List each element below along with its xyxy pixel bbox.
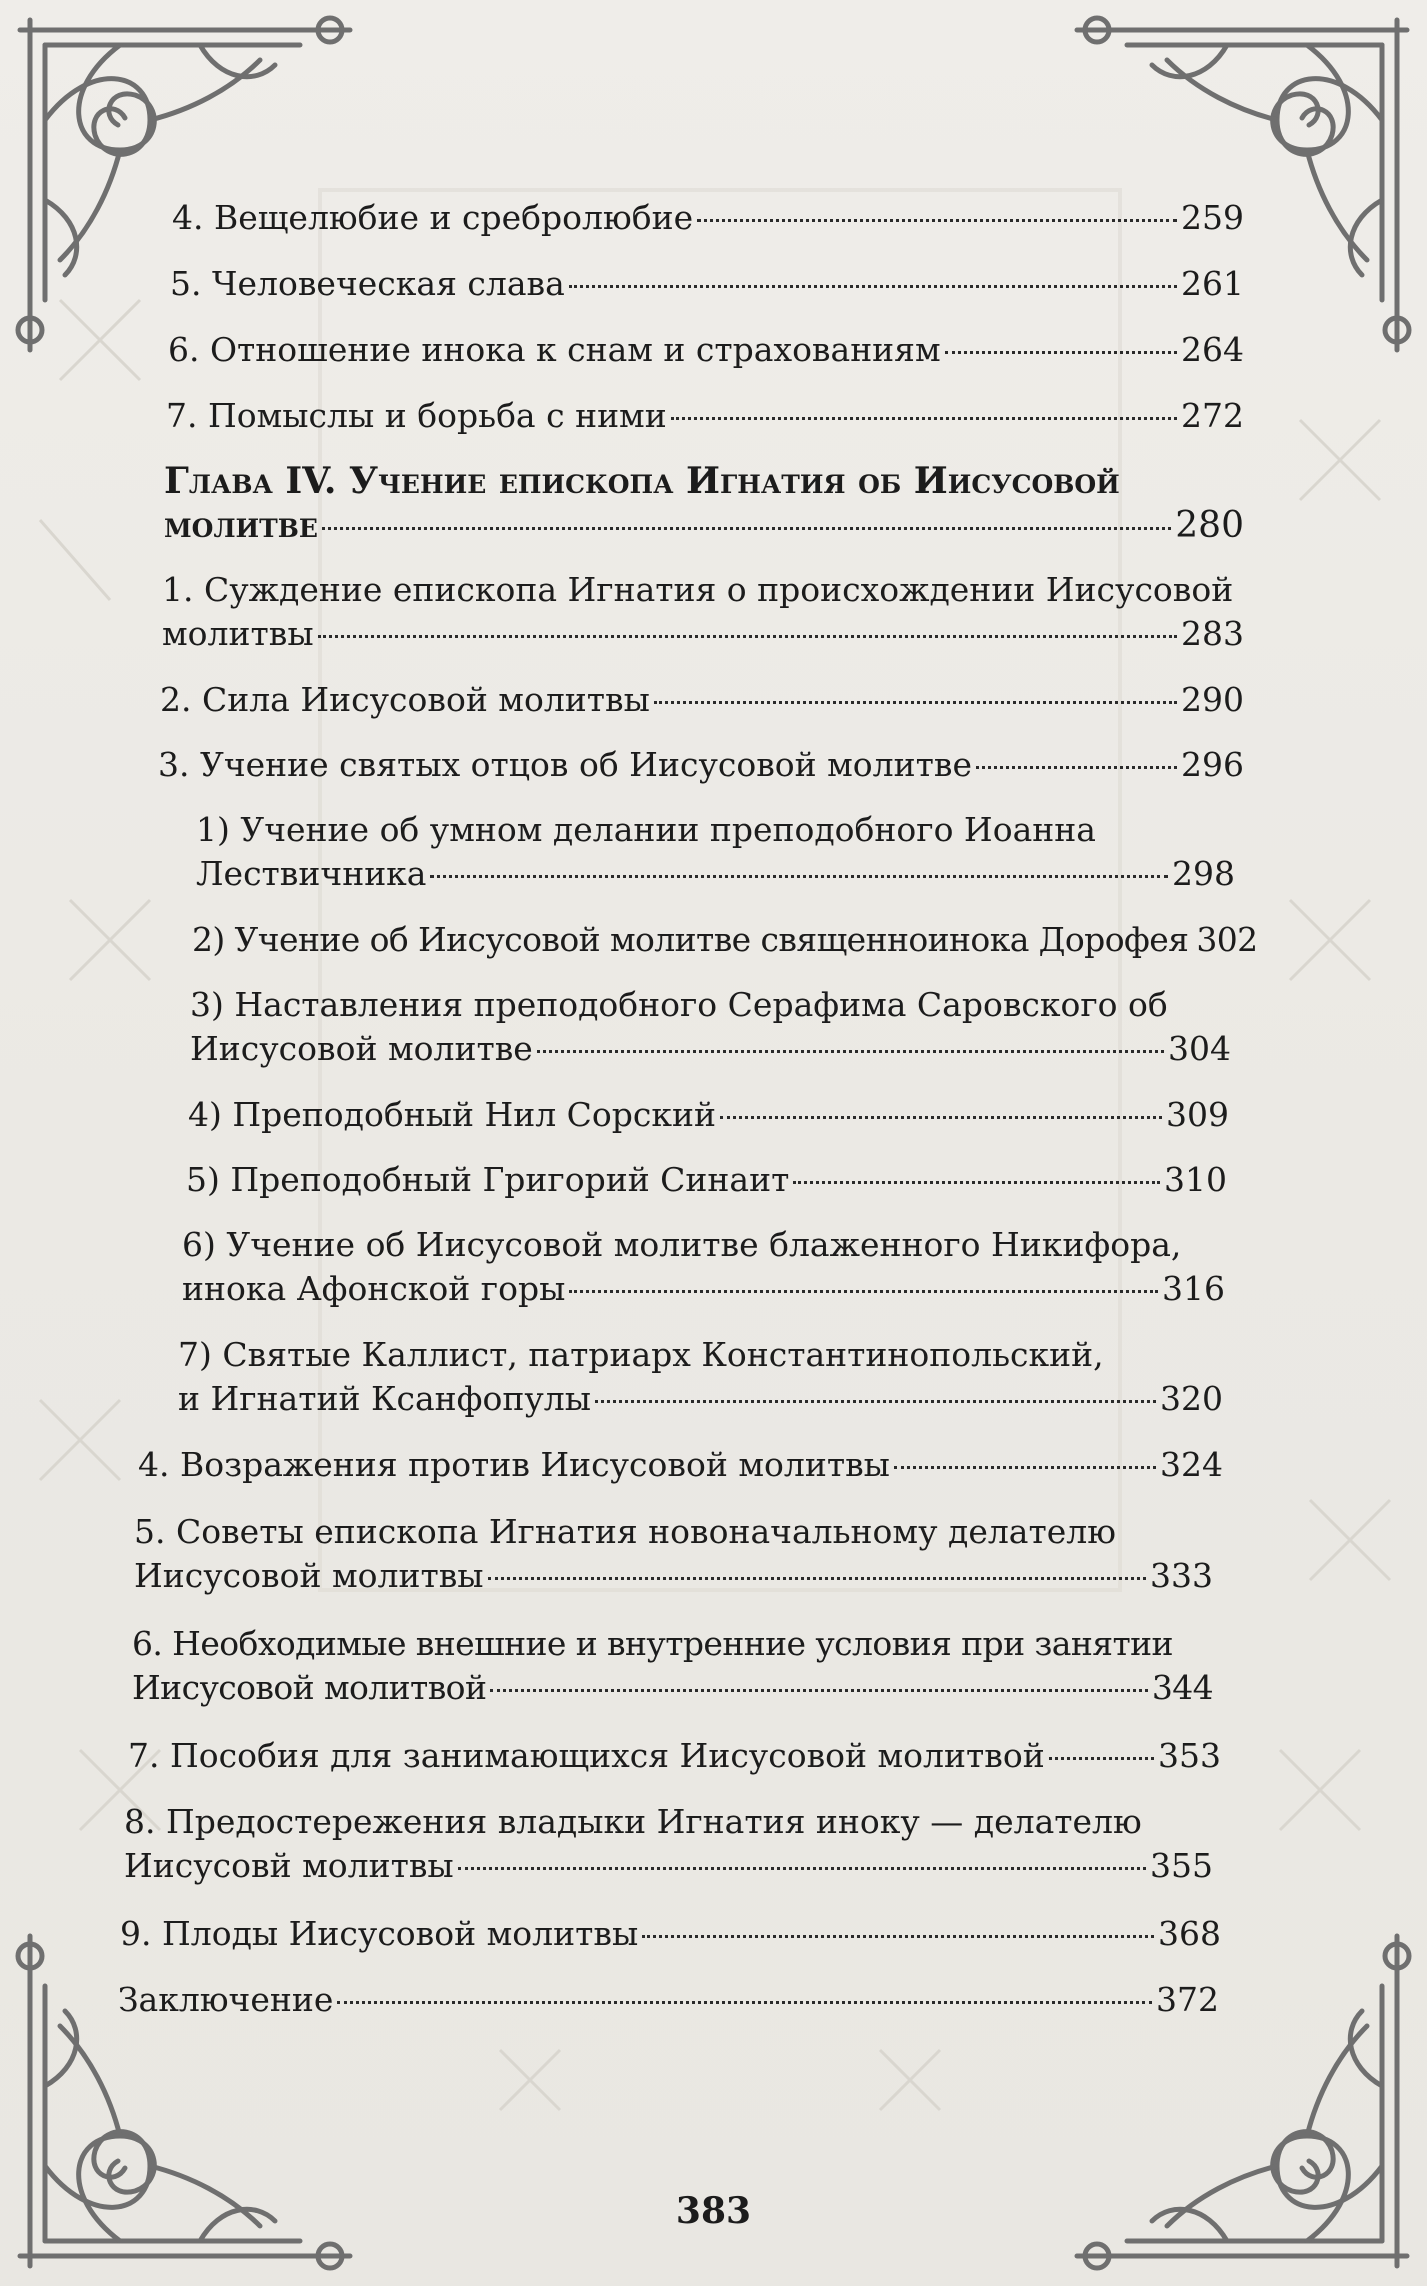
dot-leader bbox=[720, 1116, 1162, 1119]
dot-leader bbox=[671, 417, 1177, 420]
toc-entry-page: 310 bbox=[1164, 1160, 1227, 1199]
toc-entry-title: Иисусовй молитвы bbox=[124, 1846, 454, 1885]
toc-chapter-entry bbox=[164, 459, 1244, 548]
toc-entry-title-line1: 1) Учение об умном делании преподобного Иоанна bbox=[196, 810, 1096, 849]
toc-entry bbox=[128, 1734, 1221, 1778]
toc-subentry bbox=[178, 1333, 1223, 1421]
toc-entry-title: и Игнатий Ксанфопулы bbox=[178, 1379, 591, 1418]
toc-entry-title: 5. Человеческая слава bbox=[170, 264, 565, 303]
toc-entry-page: 316 bbox=[1162, 1269, 1225, 1308]
toc-entry-title: 5) Преподобный Григорий Синаит bbox=[186, 1160, 790, 1199]
toc-entry-title: молитве bbox=[164, 504, 318, 546]
toc-entry-title: Иисусовой молитвы bbox=[134, 1556, 484, 1595]
toc-entry-title: 4. Возражения против Иисусовой молитвы bbox=[138, 1445, 890, 1484]
toc-entry-page: 264 bbox=[1181, 330, 1244, 369]
toc-entry-title: инока Афонской горы bbox=[182, 1269, 566, 1308]
toc-entry-page: 280 bbox=[1175, 505, 1244, 546]
dot-leader bbox=[654, 701, 1177, 704]
dot-leader bbox=[569, 285, 1177, 288]
toc-entry-page: 368 bbox=[1158, 1914, 1221, 1953]
toc-subentry bbox=[192, 918, 1258, 962]
toc-entry-page: 261 bbox=[1181, 264, 1244, 303]
toc-entry-page: 304 bbox=[1168, 1029, 1231, 1068]
toc-entry-title: 4) Преподобный Нил Сорский bbox=[188, 1095, 717, 1134]
toc-entry bbox=[124, 1800, 1213, 1888]
dot-leader bbox=[697, 219, 1177, 222]
toc-entry-title: 9. Плоды Иисусовой молитвы bbox=[120, 1914, 639, 1953]
toc-entry bbox=[120, 1912, 1221, 1956]
toc-entry bbox=[118, 1978, 1219, 2022]
toc-subentry bbox=[186, 1158, 1227, 1202]
toc-entry-title-line1: Глава IV. Учение епископа Игнатия об Иисусовой bbox=[164, 460, 1120, 502]
toc-entry-title: 6. Отношение инока к снам и страхованиям bbox=[168, 330, 941, 369]
toc-entry bbox=[166, 394, 1244, 438]
dot-leader bbox=[458, 1867, 1146, 1870]
toc-entry-title: Иисусовой молитвой bbox=[132, 1668, 487, 1707]
toc-entry-title: 3. Учение святых отцов об Иисусовой молитве bbox=[158, 745, 972, 784]
toc-entry-title: молитвы bbox=[162, 614, 314, 653]
toc-entry-page: 324 bbox=[1160, 1445, 1223, 1484]
dot-leader bbox=[430, 875, 1168, 878]
toc-entry-page: 298 bbox=[1172, 854, 1235, 893]
dot-leader bbox=[793, 1181, 1160, 1184]
toc-subentry bbox=[188, 1093, 1229, 1137]
toc-entry-title: Лествичника bbox=[196, 854, 427, 893]
toc-subentry bbox=[190, 983, 1231, 1071]
toc-entry-title-line1: 6) Учение об Иисусовой молитве блаженного Никифора, bbox=[182, 1225, 1182, 1264]
toc-entry-page: 283 bbox=[1181, 614, 1244, 653]
toc-entry bbox=[172, 196, 1244, 240]
toc-entry-title-line1: 8. Предостережения владыки Игнатия иноку — делателю bbox=[124, 1802, 1142, 1841]
dot-leader bbox=[337, 2001, 1152, 2004]
toc-entry bbox=[168, 328, 1244, 372]
toc-entry-page: 302 bbox=[1196, 920, 1258, 959]
toc-entry-title-line1: 6. Необходимые внешние и внутренние условия при занятии bbox=[132, 1624, 1173, 1663]
dot-leader bbox=[1049, 1757, 1154, 1760]
dot-leader bbox=[569, 1290, 1158, 1293]
toc-entry-title: 2. Сила Иисусовой молитвы bbox=[160, 680, 650, 719]
dot-leader bbox=[976, 766, 1177, 769]
toc-entry-page: 290 bbox=[1181, 680, 1244, 719]
toc-entry bbox=[170, 262, 1244, 306]
toc-entry-title: Заключение bbox=[118, 1980, 334, 2019]
toc-entry-title: 7. Помыслы и борьба с ними bbox=[166, 396, 667, 435]
toc-entry-page: 353 bbox=[1158, 1736, 1221, 1775]
dot-leader bbox=[490, 1689, 1147, 1692]
toc-entry-title-line1: 3) Наставления преподобного Серафима Саровского об bbox=[190, 985, 1168, 1024]
toc-entry-page: 333 bbox=[1150, 1556, 1213, 1595]
toc-entry-page: 344 bbox=[1151, 1668, 1213, 1707]
toc-subentry bbox=[196, 808, 1235, 896]
dot-leader bbox=[945, 351, 1177, 354]
toc-entry-page: 320 bbox=[1160, 1379, 1223, 1418]
dot-leader bbox=[595, 1400, 1156, 1403]
toc-entry-page: 309 bbox=[1166, 1095, 1229, 1134]
toc-entry bbox=[138, 1443, 1223, 1487]
toc-entry-title: 4. Вещелюбие и сребролюбие bbox=[172, 198, 694, 237]
dot-leader bbox=[642, 1935, 1154, 1938]
toc-entry-page: 355 bbox=[1150, 1846, 1213, 1885]
dot-leader bbox=[322, 527, 1171, 530]
toc-entry-title-line1: 1. Суждение епископа Игнатия о происхождении Иисусовой bbox=[162, 570, 1234, 609]
toc-entry-page: 259 bbox=[1181, 198, 1244, 237]
toc-entry-page: 272 bbox=[1181, 396, 1244, 435]
dot-leader bbox=[318, 635, 1177, 638]
toc-entry-title-line1: 7) Святые Каллист, патриарх Константинопольский, bbox=[178, 1335, 1104, 1374]
toc-entry-page: 372 bbox=[1156, 1980, 1219, 2019]
toc-entry-title: 7. Пособия для занимающихся Иисусовой молитвой bbox=[128, 1736, 1045, 1775]
toc-entry-title: Иисусовой молитве bbox=[190, 1029, 533, 1068]
toc-entry bbox=[132, 1622, 1213, 1710]
toc-subentry bbox=[182, 1223, 1225, 1311]
dot-leader bbox=[537, 1050, 1164, 1053]
toc-entry-title: 2) Учение об Иисусовой молитве священноинока Дорофея bbox=[192, 920, 1189, 959]
toc-entry-title-line1: 5. Советы епископа Игнатия новоначальному делателю bbox=[134, 1512, 1116, 1551]
dot-leader bbox=[488, 1577, 1146, 1580]
toc-entry-page: 296 bbox=[1181, 745, 1244, 784]
toc-entry bbox=[134, 1510, 1213, 1598]
toc-entry bbox=[158, 743, 1244, 787]
dot-leader bbox=[894, 1466, 1156, 1469]
toc-entry bbox=[160, 678, 1244, 722]
toc-entry bbox=[162, 568, 1244, 656]
page-number: 383 bbox=[675, 2190, 752, 2232]
